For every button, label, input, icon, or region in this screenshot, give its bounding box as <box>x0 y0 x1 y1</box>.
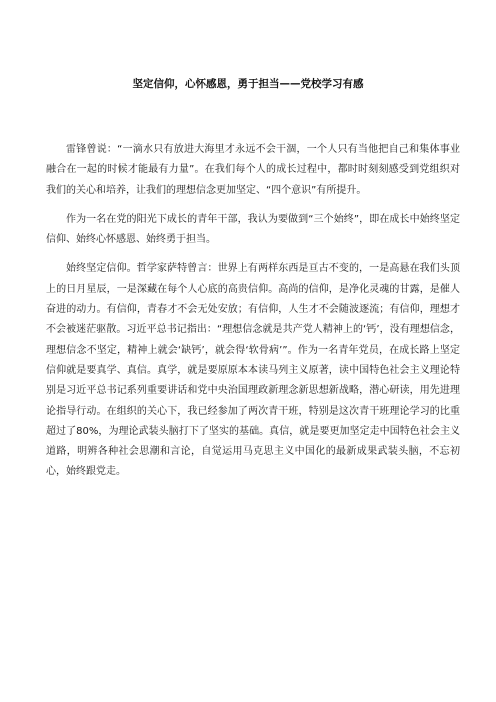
document-title: 坚定信仰，心怀感恩，勇于担当——党校学习有感 <box>132 78 364 90</box>
paragraph-3: 始终坚定信仰。哲学家萨特曾言：世界上有两样东西是亘古不变的，一是高悬在我们头顶上的日月星辰，一是深藏在每个人心底的高贵信仰。高尚的信仰，是净化灵魂的甘露，是催人奋进的动力。有信仰，青春才不会无处安放；有信仰，人生才不会随波逐流；有信仰，理想才不会被迷茫驱散。习近平总书记指出：“理想信念就是共产党人精神上的‘钙’，没有理想信念，理想信念不坚定，精神上就会‘缺钙’，就会得‘软骨病’”。作为一名青年党员，在成长路上坚定信仰就是要真学、真信。真学，就是要原原本本读马列主义原著，读中国特色社会主义理论特别是习近平总书记系列重要讲话和党中央治国理政新理念新思想新战略，潜心研读，用先进理论指导行动。在组织的关心下，我已经参加了两次青干班，特别是这次青干班理论学习的比重超过了80%，为理论武装头脑打下了坚实的基础。真信，就是要更加坚定走中国特色社会主义道路，明辨各种社会思潮和言论，自觉运用马克思主义中国化的最新成果武装头脑，不忘初心，始终跟党走。 <box>46 263 460 478</box>
document-body <box>46 140 460 492</box>
paragraph-2: 作为一名在党的阳光下成长的青年干部，我认为要做到“三个始终”，即在成长中始终坚定信仰、始终心怀感恩、始终勇于担当。 <box>46 213 460 246</box>
paragraph-1: 雷锋曾说：“一滴水只有放进大海里才永远不会干涸，一个人只有当他把自己和集体事业融合在一起的时候才能最有力量”。在我们每个人的成长过程中，都时时刻刻感受到党组织对我们的关心和培养，让我们的理想信念更加坚定、“四个意识”有所提升。 <box>46 144 460 196</box>
